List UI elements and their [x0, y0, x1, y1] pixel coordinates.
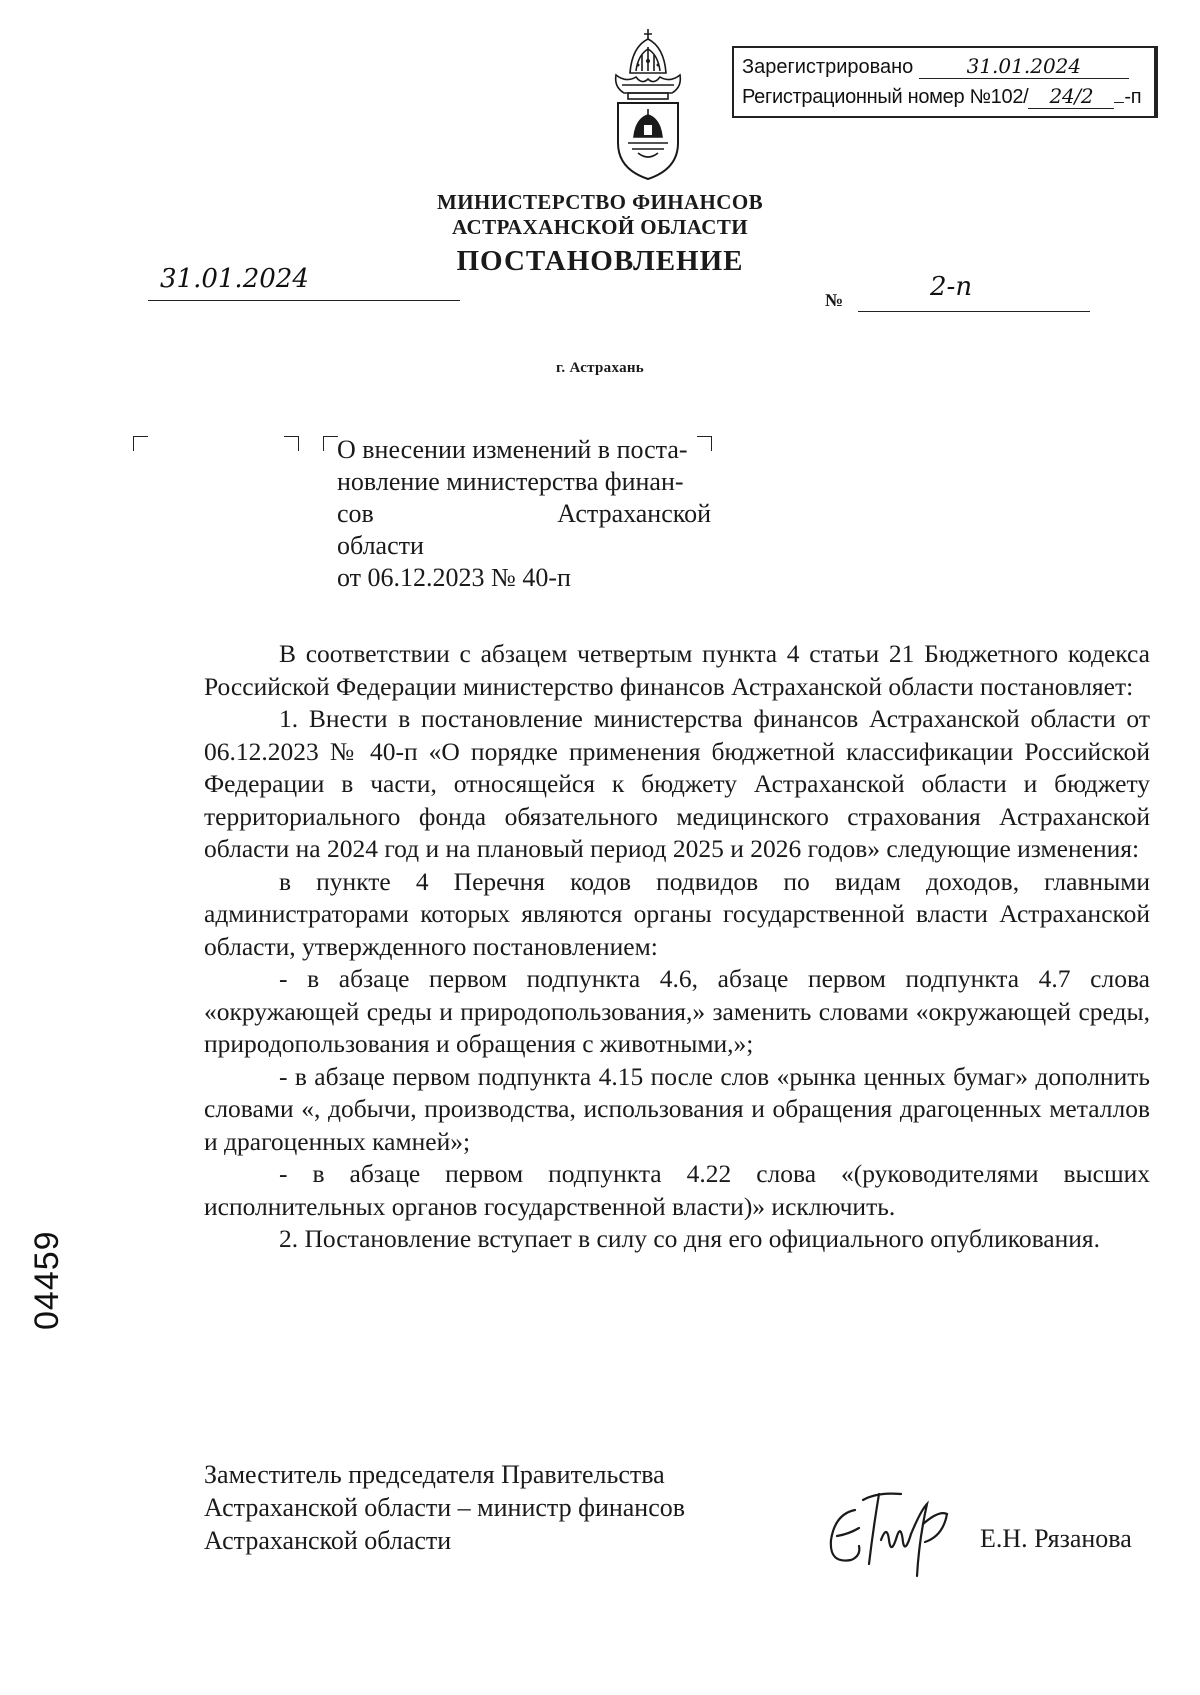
number-underline [858, 311, 1090, 312]
ministry-name [0, 190, 1200, 240]
ministry-line-1: МИНИСТЕРСТВО ФИНАНСОВ [437, 190, 763, 214]
body-paragraph: в пункте 4 Перечня кодов подвидов по видам доходов, главными администраторами которых являются органы государственной власти Астраханской области, утвержденного постановлением: [204, 866, 1150, 961]
stamp-number-row [742, 84, 1141, 109]
subject-line: от 06.12.2023 № 40-п [337, 563, 571, 592]
stamp-registered-date: 31.01.2024 [919, 54, 1129, 79]
body-paragraph: - в абзаце первом подпункта 4.6, абзаце первом подпункта 4.7 слова «окружающей среды и природопользования,» заменить словами «окружающей среды, природопользования и обращения с животными,»; [204, 964, 1150, 1058]
handwritten-signature [815, 1480, 965, 1590]
subject-line: новление министерства финан- [337, 467, 684, 496]
city: г. Астрахань [555, 360, 645, 376]
body-paragraph: В соответствии с абзацем четвертым пункта 4 статьи 21 Бюджетного кодекса Российской Федерации министерство финансов Астраханской области постановляет: [204, 639, 1150, 701]
document-subject [337, 434, 711, 594]
corner-mark-mid [284, 436, 299, 451]
corner-mark-left [133, 436, 148, 451]
body-paragraph: 1. Внести в постановление министерства финансов Астраханской области от 06.12.2023 № 40-п «О порядке применения бюджетной классификации Российской Федерации в части, относящейся к бюджету Астраханской области и бюджету территориального фонда обязательного медицинского страхования Астраханской области на 2024 год и на плановый период 2025 и 2026 годов» следующие изменения: [204, 704, 1150, 863]
side-number: 04459 [28, 1230, 66, 1330]
stamp-registered-row [742, 54, 1129, 79]
document-number: 2-п [930, 272, 973, 302]
date-underline [148, 300, 460, 301]
signatory-name: Е.Н. Рязанова [980, 1524, 1132, 1553]
document-date: 31.01.2024 [160, 264, 309, 294]
stamp-number-label: Регистрационный номер №102/ [742, 86, 1029, 108]
ministry-line-2: АСТРАХАНСКОЙ ОБЛАСТИ [451, 215, 749, 239]
registration-stamp [732, 46, 1158, 118]
body-paragraph: 2. Постановление вступает в силу со дня его официального опубликования. [279, 1224, 1100, 1253]
stamp-registered-label: Зарегистрировано [742, 56, 914, 78]
signatory-title-line: Заместитель председателя Правительства [204, 1460, 665, 1489]
document-type: ПОСТАНОВЛЕНИЕ [456, 245, 744, 277]
document-body [204, 638, 1150, 1256]
subject-line: сов Астраханской области [337, 499, 711, 560]
corner-mark-subject-left [323, 436, 338, 451]
stamp-number-suffix: -п [1124, 86, 1142, 108]
signatory-title [204, 1458, 685, 1557]
subject-line: О внесении изменений в поста- [337, 435, 688, 464]
body-paragraph: - в абзаце первом подпункта 4.15 после слов «рынка ценных бумаг» дополнить словами «, добычи, производства, использования и обращения драгоценных металлов и драгоценных камней»; [204, 1061, 1150, 1156]
document-number-label: № [825, 290, 844, 310]
signatory-title-line: Астраханской области [204, 1526, 452, 1555]
signatory-title-line: Астраханской области – министр финансов [204, 1493, 686, 1522]
coat-of-arms-icon [608, 25, 688, 185]
body-paragraph: - в абзаце первом подпункта 4.22 слова «(руководителями высших исполнительных органов государственной власти)» исключить. [204, 1159, 1150, 1221]
stamp-number-value: 24/2 [1028, 84, 1114, 109]
